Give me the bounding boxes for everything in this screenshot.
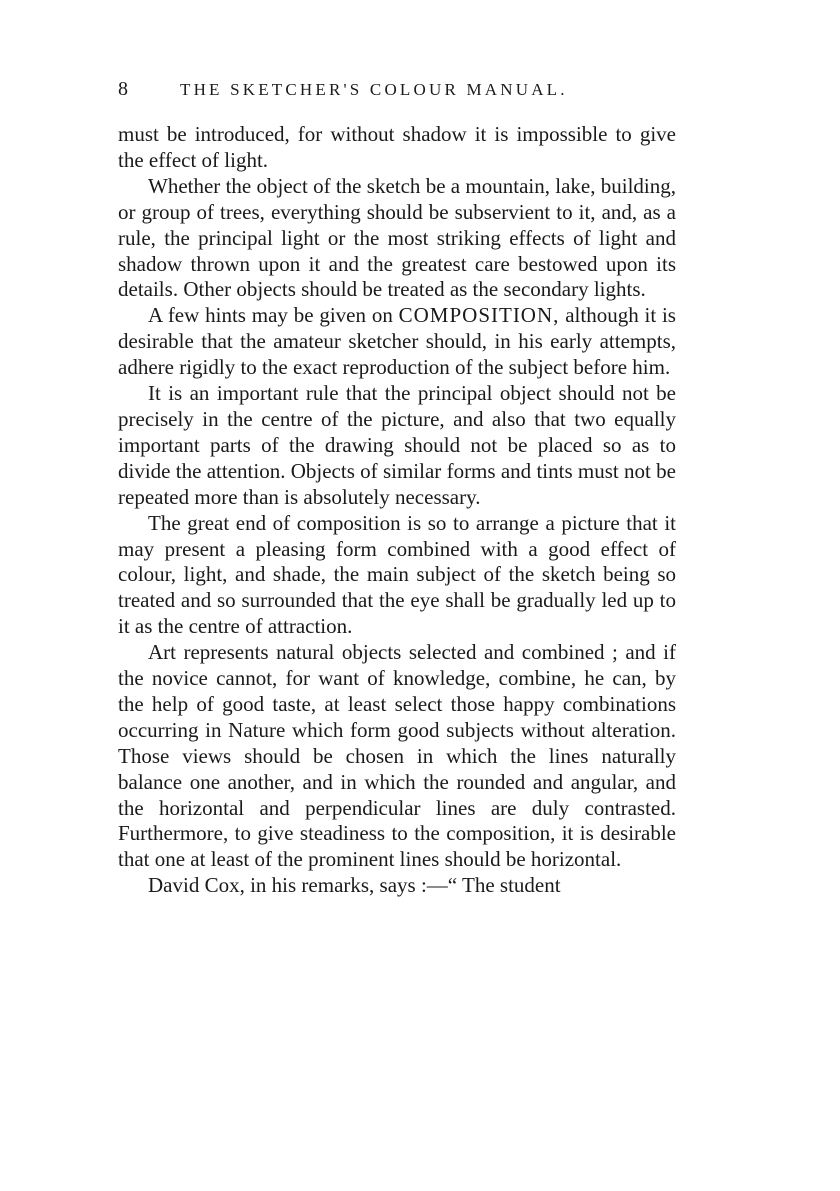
paragraph: Whether the object of the sketch be a mountain, lake, building, or group of trees, everything should be subservient to it, and, as a rule, the principal light or the most striking effects of light and shadow thrown upon it and the greatest care bestowed upon its details. Other objects should be treated as the secondary lights. bbox=[118, 173, 676, 302]
book-page bbox=[118, 78, 676, 899]
composition-term: COMPOSITION, bbox=[398, 303, 560, 328]
running-title: THE SKETCHER'S COLOUR MANUAL. bbox=[180, 80, 568, 99]
body-text bbox=[118, 122, 676, 899]
running-head bbox=[118, 78, 676, 108]
paragraph-text: A few hints may be given on bbox=[148, 303, 399, 328]
paragraph-continued: must be introduced, for without shadow it is impossible to give the effect of light. bbox=[118, 122, 676, 172]
paragraph: It is an important rule that the principal object should not be precisely in the centre of the picture, and also that two equally important parts of the drawing should not be placed so as to divide the attention. Objects of similar forms and tints must not be repeated more than is absolutely necessary. bbox=[118, 381, 676, 509]
paragraph: David Cox, in his remarks, says :—“ The student bbox=[148, 873, 561, 898]
page-number: 8 bbox=[118, 78, 129, 100]
paragraph: The great end of composition is so to arrange a picture that it may present a pleasing form combined with a good effect of colour, light, and shade, the main subject of the sketch being so treated and so surrounded that the eye shall be gradually led up to it as the centre of attraction. bbox=[118, 510, 676, 639]
paragraph-composition bbox=[118, 303, 676, 381]
paragraph: Art represents natural objects selected and combined ; and if the novice cannot, for want of knowledge, combine, he can, by the help of good taste, at least select those happy combinations occurring in Nature which form good subjects without alteration. Those views should be chosen in which the lines naturally balance one another, and in which the rounded and angular, and the horizontal and perpendicular lines are duly contrasted. Furthermore, to give steadiness to the composition, it is desirable that one at least of the prominent lines should be horizontal. bbox=[118, 640, 676, 872]
paragraph-text: although it is desirable that the amateur sketcher should, in his early attempts, adhere rigidly to the exact reproduction of the subject before him. bbox=[118, 303, 676, 380]
